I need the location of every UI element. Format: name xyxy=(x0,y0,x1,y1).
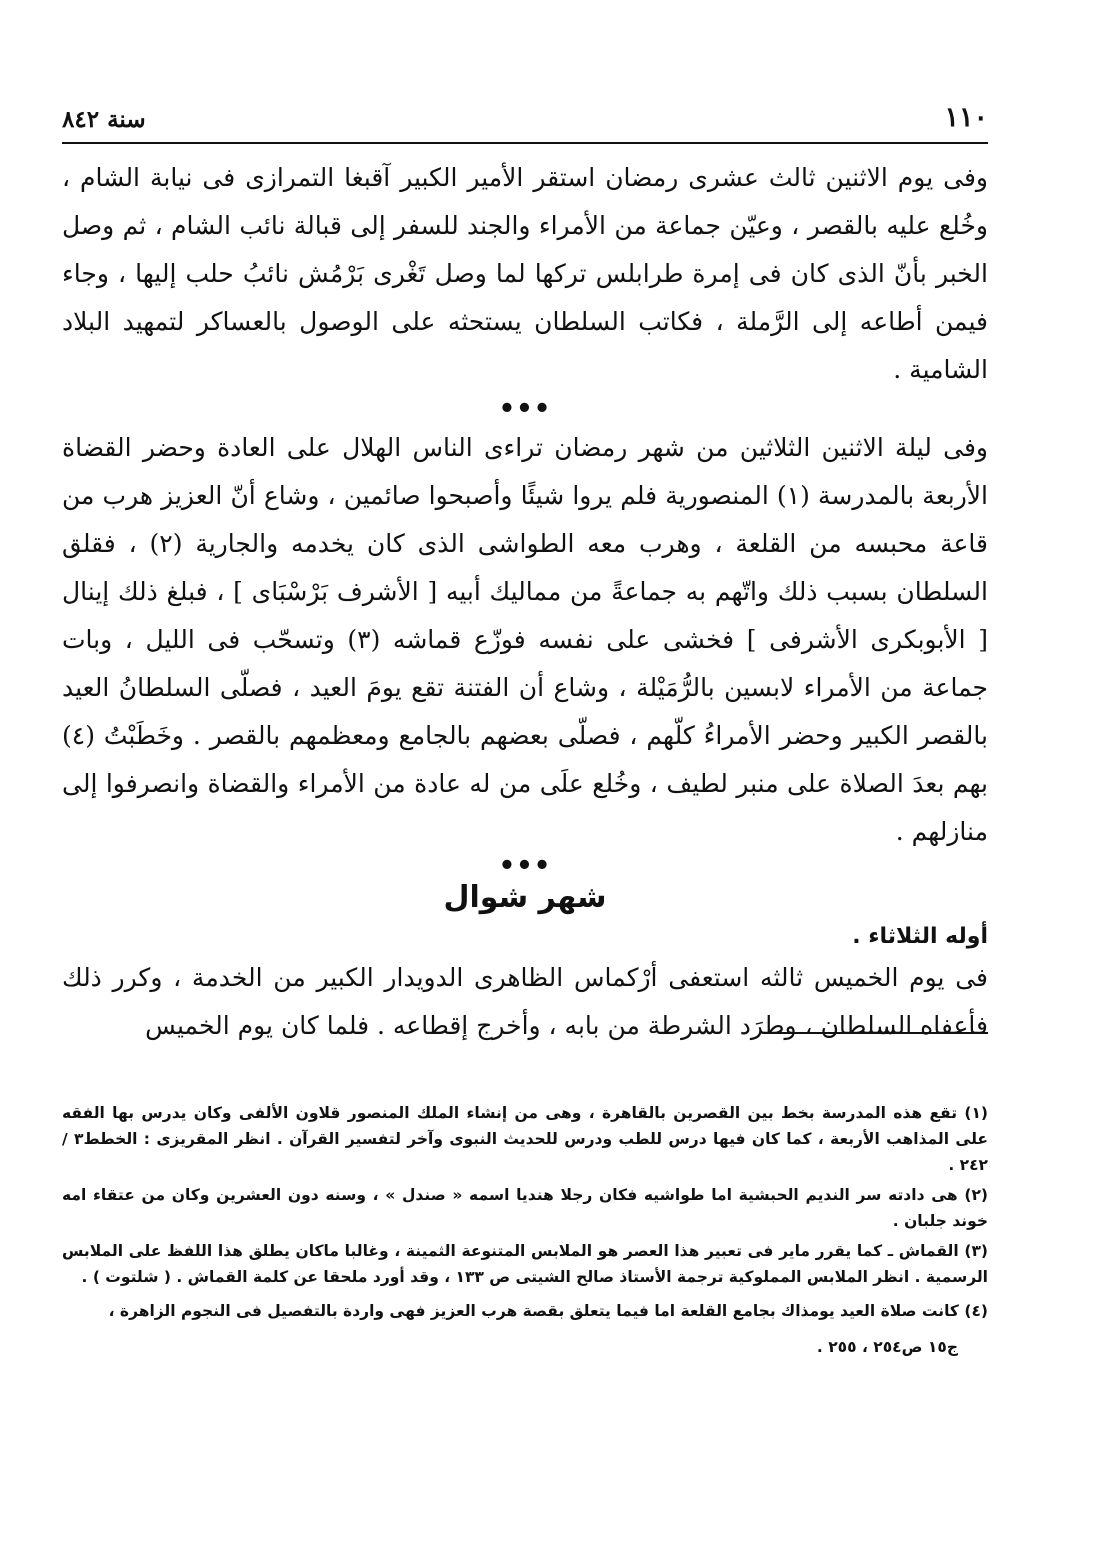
paragraph-3: فى يوم الخميس ثالثه استعفى أرْكماس الظاهرى الدويدار الكبير من الخدمة ، وكرر ذلك فأعفاه السلطان ، وطرَد الشرطة من بابه ، وأخرج إقطاعه . فلما كان يوم الخميس xyxy=(62,963,988,1040)
paragraph-1: وفى يوم الاثنين ثالث عشرى رمضان استقر الأمير الكبير آقبغا التمرازى فى نيابة الشام ، وخُلع عليه بالقصر ، وعيّن جماعة من الأمراء والجند للسفر إلى قبالة نائب الشام ، ثم وصل الخبر بأنّ الذى كان فى إمرة طرابلس تركها لما وصل تَغْرى بَرْمُش نائبُ حلب إليها ، وجاء فيمن أطاعه إلى الرَّملة ، فكاتب السلطان يستحثه على الوصول بالعساكر لتمهيد البلاد الشامية . xyxy=(62,163,988,384)
footnote-2: (٢) هى دادته سر النديم الحبشية اما طواشيه فكان رجلا هنديا اسمه « صندل » ، وسنه دون العشرين وكان من عتقاء امه خوند جلبان . xyxy=(62,1186,988,1230)
document-page xyxy=(62,100,988,1356)
section-separator: ••• xyxy=(498,394,552,424)
first-day-line: أوله الثلاثاء . xyxy=(852,924,988,949)
footnote-4: (٤) كانت صلاة العيد يومذاك بجامع القلعة اما فيما يتعلق بقصة هرب العزيز فهى واردة بالتفصيل فى النجوم الزاهرة ، xyxy=(108,1302,988,1320)
running-header xyxy=(62,100,988,144)
footnote-1: (١) تقع هذه المدرسة بخط بين القصرين بالقاهرة ، وهى من إنشاء الملك المنصور قلاون الألفى وكان يدرس بها الفقه على المذاهب الأربعة ، كما كان فيها درس للطب ودرس للحديث النبوى وآخر لتفسير القرآن . انظر المقريزى : الخطط٣ / ٢٤٢ . xyxy=(62,1104,988,1174)
section-separator: ••• xyxy=(498,851,552,881)
footnote-divider xyxy=(773,1032,988,1034)
footnote-3: (٣) القماش ـ كما يقرر ماير فى تعبير هذا العصر هو الملابس المتنوعة الثمينة ، وغالبا ماكان يطلق هذا اللفظ على الملابس الرسمية . انظر الملابس المملوكية ترجمة الأستاذ صالح الشيتى ص ١٣٣ ، وقد أورد ملحقا عن كلمة القماش . ( شلتوت ) . xyxy=(62,1242,988,1286)
footnotes xyxy=(62,1100,988,1364)
month-heading: شهر شوال xyxy=(443,880,607,915)
year-heading: سنة ٨٤٢ xyxy=(62,106,146,133)
footnote-4-continuation: ج١٥ ص٢٥٤ ، ٢٥٥ . xyxy=(816,1338,958,1356)
paragraph-2: وفى ليلة الاثنين الثلاثين من شهر رمضان تراءى الناس الهلال على العادة وحضر القضاة الأربعة بالمدرسة (١) المنصورية فلم يروا شيئًا وأصبحوا صائمين ، وشاع أنّ العزيز هرب من قاعة محبسه من القلعة ، وهرب معه الطواشى الذى كان يخدمه والجارية (٢) ، فقلق السلطان بسبب ذلك واتّهم به جماعةً من مماليك أبيه [ الأشرف بَرْسْبَاى ] ، فبلغ ذلك إينال [ الأبوبكرى الأشرفى ] فخشى على نفسه فوزّع قماشه (٣) وتسحّب فى الليل ، وبات جماعة من الأمراء لابسين بالرُّمَيْلة ، وشاع أن الفتنة تقع يومَ العيد ، فصلّى السلطانُ العيد بالقصر الكبير وحضر الأمراءُ كلّهم ، فصلّى بعضهم بالجامع ومعظمهم بالقصر . وخَطَبْتُ (٤) بهم بعدَ الصلاة على منبر لطيف ، وخُلع علَى من له عادة من الأمراء والقضاة وانصرفوا إلى منازلهم . xyxy=(62,433,988,846)
page-number: ١١٠ xyxy=(944,102,988,133)
